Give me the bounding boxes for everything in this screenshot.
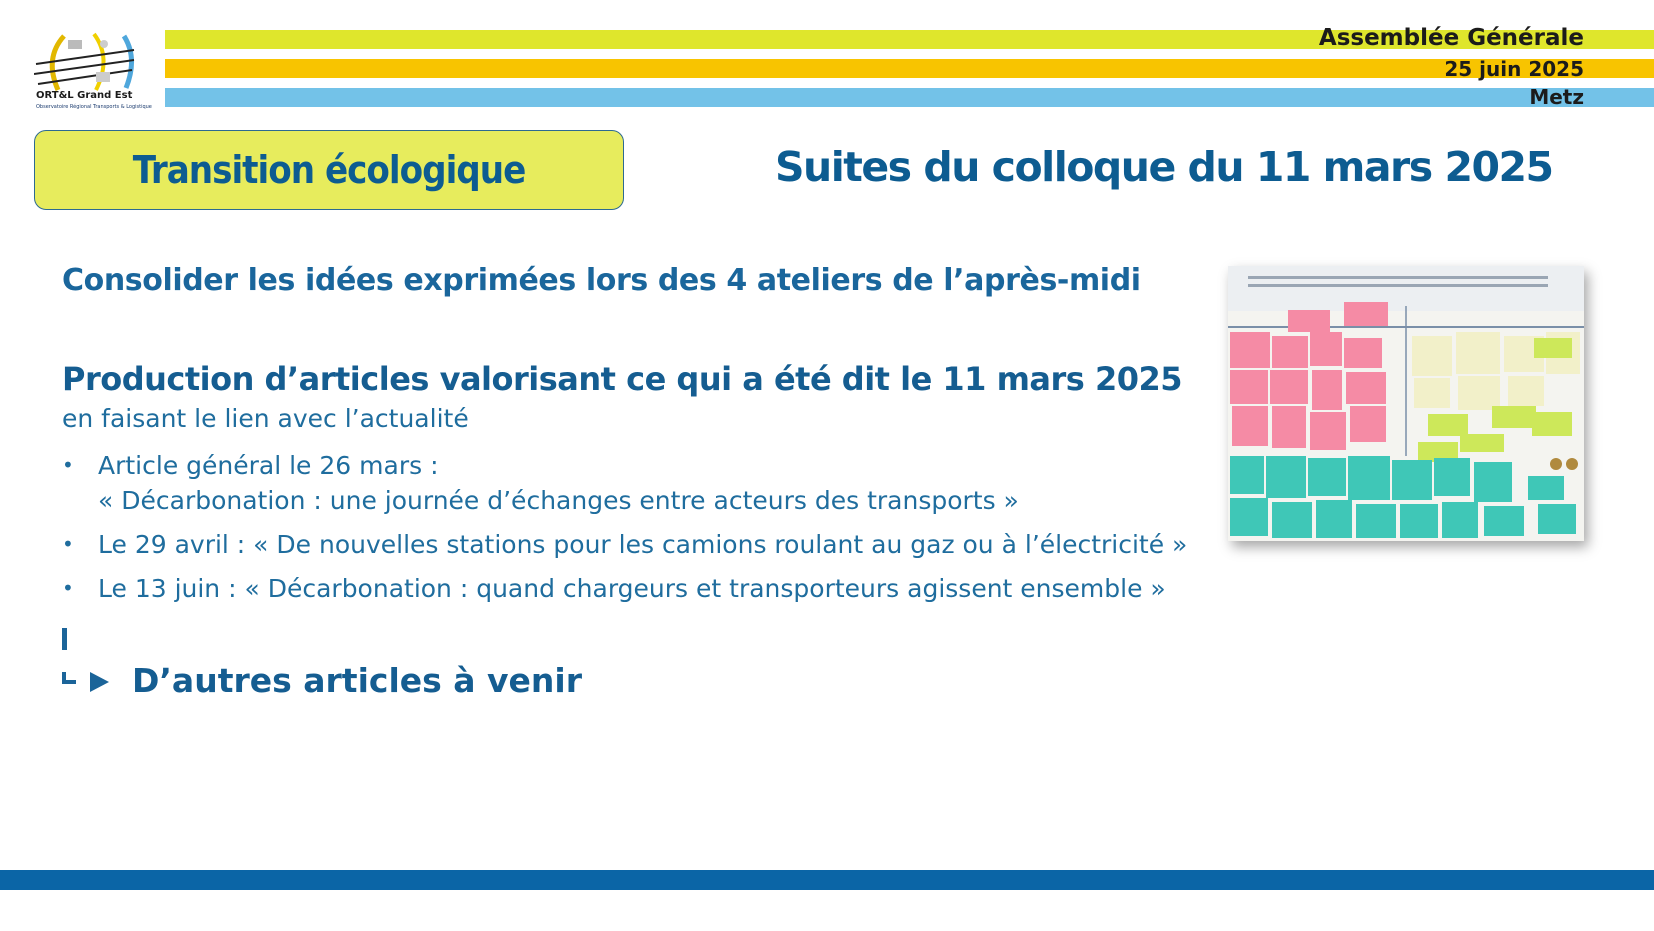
workshop-board-photo-icon — [1228, 266, 1584, 541]
connector-elbow — [62, 672, 76, 684]
section-label: Transition écologique — [132, 148, 526, 192]
slide-title: Suites du colloque du 11 mars 2025 — [775, 143, 1553, 191]
connector-line — [62, 628, 67, 650]
bullet-text: Article général le 26 mars : — [98, 451, 439, 480]
production-heading: Production d’articles valorisant ce qui a été dit le 11 mars 2025 — [62, 360, 1183, 398]
article-list — [62, 448, 1187, 615]
bullet-subtext: « Décarbonation : une journée d’échanges entre acteurs des transports » — [98, 486, 1019, 515]
logo-name: ORT&L Grand Est — [36, 90, 133, 101]
intro-line: Consolider les idées exprimées lors des 4 ateliers de l’après-midi — [62, 263, 1141, 298]
logo-subtitle: Observatoire Régional Transports & Logistique — [36, 104, 152, 110]
production-subheading: en faisant le lien avec l’actualité — [62, 404, 469, 433]
bullet-text: Le 13 juin : « Décarbonation : quand chargeurs et transporteurs agissent ensemble » — [98, 574, 1166, 603]
list-item — [62, 571, 1187, 606]
footer-bar — [0, 870, 1654, 890]
header-city: Metz — [1529, 85, 1584, 109]
section-label-pill — [34, 130, 624, 210]
arrow-right-icon — [90, 672, 109, 692]
more-articles-text: D’autres articles à venir — [132, 661, 582, 700]
list-item — [62, 448, 1187, 518]
header-event: Assemblée Générale — [1318, 25, 1584, 51]
list-item — [62, 527, 1187, 562]
bullet-text: Le 29 avril : « De nouvelles stations pour les camions roulant au gaz ou à l’électricité » — [98, 530, 1188, 559]
header-bar-blue — [165, 88, 1654, 107]
header-bar-orange — [165, 59, 1654, 78]
header-date: 25 juin 2025 — [1444, 57, 1584, 81]
